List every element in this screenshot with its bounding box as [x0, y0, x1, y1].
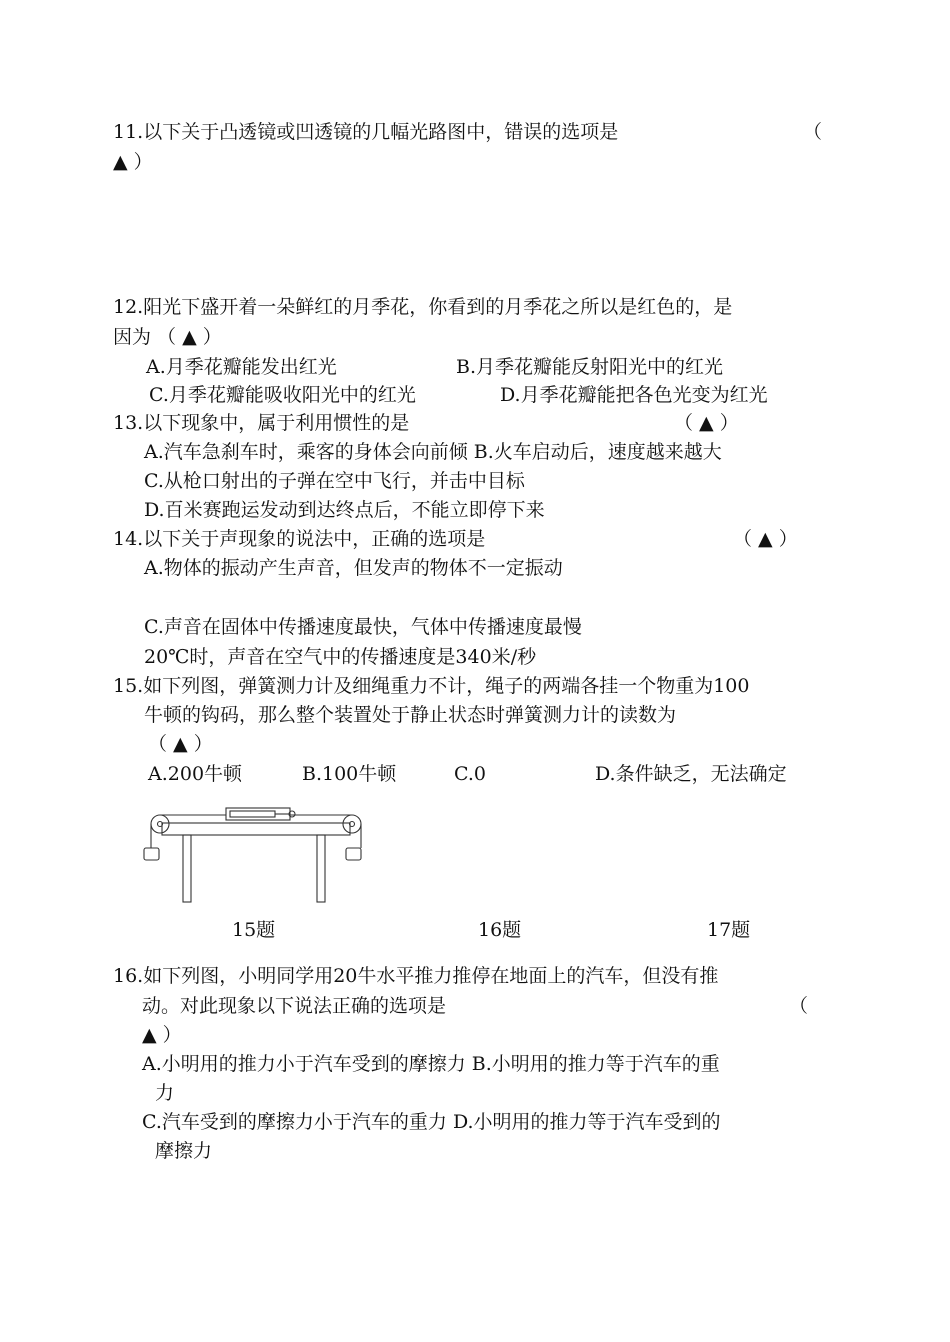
q12-option-c: C.月季花瓣能吸收阳光中的红光	[149, 384, 416, 406]
q14-option-d: 20℃时，声音在空气中的传播速度是340米/秒	[144, 646, 537, 668]
q16-paren-open: （	[789, 995, 809, 1017]
caption-fig17: 17题	[707, 919, 751, 941]
q14-stem: 14.以下关于声现象的说法中，正确的选项是	[113, 528, 486, 550]
q12-option-b: B.月季花瓣能反射阳光中的红光	[456, 356, 724, 378]
q15-option-b: B.100牛顿	[302, 763, 397, 785]
q15-option-a: A.200牛顿	[148, 763, 243, 785]
table-leg-left	[183, 835, 191, 902]
spring-balance-table-figure	[140, 800, 370, 908]
q15-answer-mark: （ ▲ ）	[148, 733, 213, 755]
q14-answer-mark: （ ▲ ）	[733, 528, 798, 550]
q15-option-d: D.条件缺乏，无法确定	[595, 763, 787, 785]
caption-fig16: 16题	[478, 919, 522, 941]
q11-paren-open: （	[803, 121, 823, 143]
q13-options-ab: A.汽车急刹车时，乘客的身体会向前倾 B.火车启动后，速度越来越大	[144, 441, 722, 463]
q15-stem-line2: 牛顿的钩码，那么整个装置处于静止状态时弹簧测力计的读数为	[144, 704, 677, 726]
q14-option-c: C.声音在固体中传播速度最快，气体中传播速度最慢	[144, 616, 582, 638]
q16-option-b-continued: 力	[155, 1082, 175, 1104]
caption-fig15: 15题	[232, 919, 276, 941]
q16-answer-mark: ▲ ）	[142, 1024, 182, 1046]
q12-stem-line2: 因为 （ ▲ ）	[113, 326, 222, 348]
q16-options-ab: A.小明用的推力小于汽车受到的摩擦力 B.小明用的推力等于汽车的重	[142, 1053, 720, 1075]
q15-option-c: C.0	[454, 763, 486, 785]
q16-stem-line2: 动。对此现象以下说法正确的选项是	[142, 995, 447, 1017]
pulley-right	[343, 815, 361, 833]
weight-left	[144, 848, 159, 860]
q16-options-cd: C.汽车受到的摩擦力小于汽车的重力 D.小明用的推力等于汽车受到的	[142, 1111, 721, 1133]
table-top	[162, 823, 350, 835]
q13-answer-mark: （ ▲ ）	[674, 412, 739, 434]
q13-option-d: D.百米赛跑运发动到达终点后，不能立即停下来	[144, 499, 545, 521]
q14-option-a: A.物体的振动产生声音，但发声的物体不一定振动	[144, 557, 563, 579]
pulley-left	[151, 815, 169, 833]
q13-option-c: C.从枪口射出的子弹在空中飞行，并击中目标	[144, 470, 525, 492]
q12-stem-line1: 12.阳光下盛开着一朵鲜红的月季花，你看到的月季花之所以是红色的，是	[113, 296, 733, 318]
q16-stem-line1: 16.如下列图，小明同学用20牛水平推力推停在地面上的汽车，但没有推	[113, 965, 719, 987]
q11-answer-mark: ▲ ）	[113, 151, 153, 173]
table-leg-right	[317, 835, 325, 902]
q15-stem-line1: 15.如下列图，弹簧测力计及细绳重力不计，绳子的两端各挂一个物重为100	[113, 675, 750, 697]
q12-option-d: D.月季花瓣能把各色光变为红光	[500, 384, 768, 406]
weight-right	[346, 848, 361, 860]
q13-stem: 13.以下现象中，属于利用惯性的是	[113, 412, 410, 434]
q12-option-a: A.月季花瓣能发出红光	[146, 356, 337, 378]
q11-stem: 11.以下关于凸透镜或凹透镜的几幅光路图中，错误的选项是	[113, 121, 619, 143]
q16-option-d-continued: 摩擦力	[155, 1140, 213, 1162]
